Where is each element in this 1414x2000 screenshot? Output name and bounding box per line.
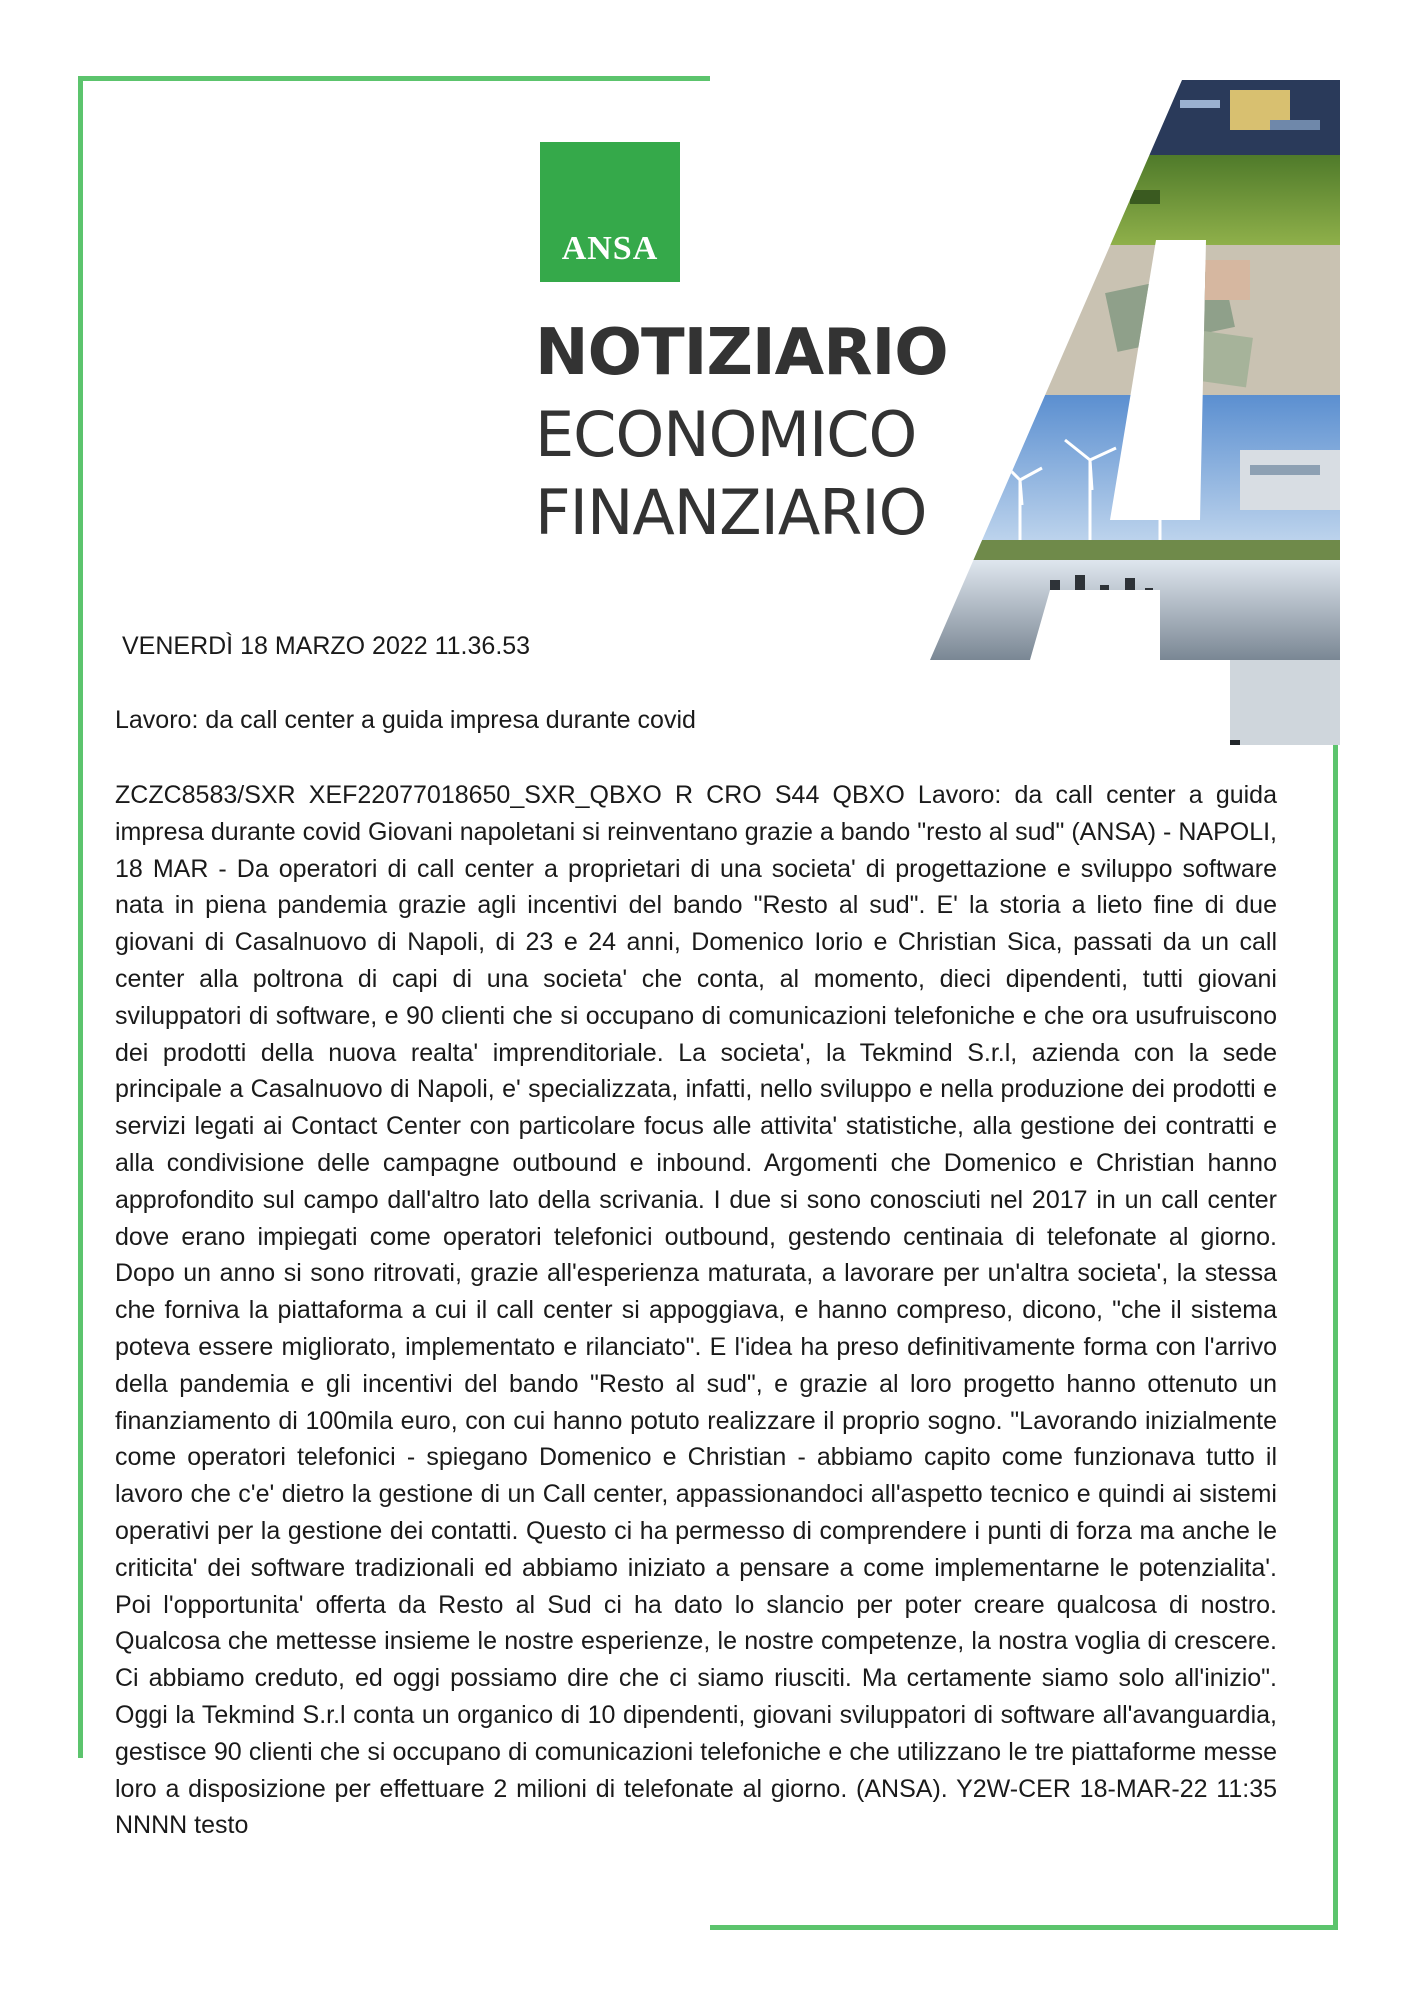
article-headline: Lavoro: da call center a guida impresa durante covid xyxy=(115,706,696,734)
ansa-logo-text: ANSA xyxy=(561,230,659,267)
frame-bottom-line xyxy=(710,1925,1338,1930)
masthead-economico: ECONOMICO xyxy=(535,398,917,471)
masthead-notiziario: NOTIZIARIO xyxy=(535,316,948,390)
frame-left-line xyxy=(78,76,83,1758)
frame-top-line xyxy=(78,76,710,81)
ansa-logo xyxy=(540,142,680,282)
photo-collage-a-graphic xyxy=(930,80,1340,745)
article-body: ZCZC8583/SXR XEF22077018650_SXR_QBXO R CRO S44 QBXO Lavoro: da call center a guida impresa durante covid Giovani napoletani si reinventano grazie a bando "resto al sud" (ANSA) - NAPOLI, 18 MAR - Da operatori di call center a proprietari di una societa' di progettazione e sviluppo software nata in piena pandemia grazie agli incentivi del bando "Resto al sud". E' la storia a lieto fine di due giovani di Casalnuovo di Napoli, di 23 e 24 anni, Domenico Iorio e Christian Sica, passati da un call center alla poltrona di capi di una societa' che conta, al momento, dieci dipendenti, tutti giovani sviluppatori di software, e 90 clienti che si occupano di comunicazioni telefoniche e che ora usufruiscono dei prodotti della nuova realta' imprenditoriale. La societa', la Tekmind S.r.l, azienda con la sede principale a Casalnuovo di Napoli, e' specializzata, infatti, nello sviluppo e nella produzione dei prodotti e servizi legati ai Contact Center con particolare focus alle attivita' statistiche, alla gestione dei contratti e alla condivisione delle campagne outbound e inbound. Argomenti che Domenico e Christian hanno approfondito sul campo dall'altro lato della scrivania. I due si sono conosciuti nel 2017 in un call center dove erano impiegati come operatori telefonici outbound, gestendo centinaia di telefonate al giorno. Dopo un anno si sono ritrovati, grazie all'esperienza maturata, a lavorare per un'altra societa', la stessa che forniva la piattaforma a cui il call center si appoggiava, e hanno compreso, dicono, "che il sistema poteva essere migliorato, implementato e rilanciato". E l'idea ha preso definitivamente forma con l'arrivo della pandemia e gli incentivi del bando "Resto al sud", e grazie al loro progetto hanno ottenuto un finanziamento di 100mila euro, con cui hanno potuto realizzare il proprio sogno. "Lavorando inizialmente come operatori telefonici - spiegano Domenico e Christian - abbiamo capito come funzionava tutto il lavoro che c'e' dietro la gestione di un Call center, appassionandoci all'aspetto tecnico e quindi ai sistemi operativi per la gestione dei contatti. Questo ci ha permesso di comprendere i punti di forza ma anche le criticita' dei software tradizionali ed abbiamo iniziato a pensare a come implementarne le potenzialita'. Poi l'opportunita' offerta da Resto al Sud ci ha dato lo slancio per poter creare qualcosa di nostro. Qualcosa che mettesse insieme le nostre esperienze, le nostre competenze, la nostra voglia di crescere. Ci abbiamo creduto, ed oggi possiamo dire che ci siamo riusciti. Ma certamente siamo solo all'inizio". Oggi la Tekmind S.r.l conta un organico di 10 dipendenti, giovani sviluppatori di software all'avanguardia, gestisce 90 clienti che si occupano di comunicazioni telefoniche e che utilizzano le tre piattaforme messe loro a disposizione per effettuare 2 milioni di telefonate al giorno. (ANSA). Y2W-CER 18-MAR-22 11:35 NNNN testo xyxy=(115,781,1277,1840)
masthead-finanziario: FINANZIARIO xyxy=(535,476,927,549)
article-date: VENERDÌ 18 MARZO 2022 11.36.53 xyxy=(122,632,531,660)
